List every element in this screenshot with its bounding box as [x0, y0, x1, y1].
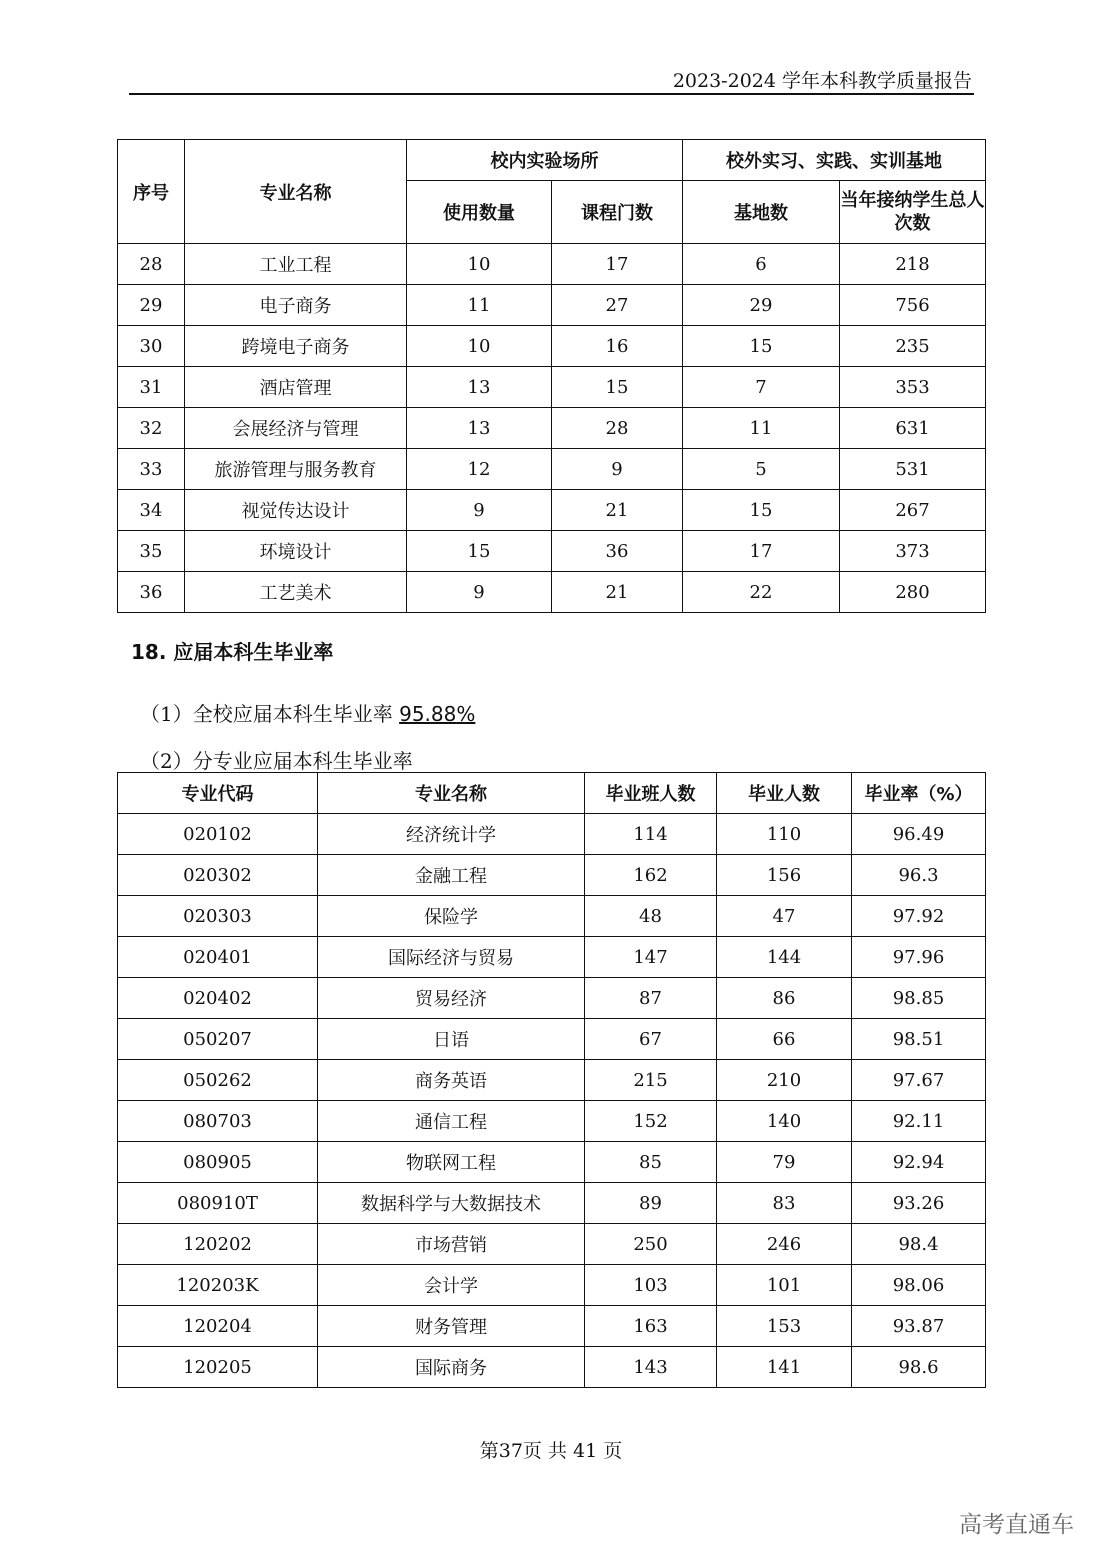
table-cell: 国际商务: [318, 1347, 585, 1388]
table-cell: 267: [840, 490, 986, 531]
section-title: 18. 应届本科生毕业率: [131, 640, 334, 664]
table-cell: 电子商务: [185, 285, 407, 326]
table-row: [118, 1306, 986, 1347]
table-cell: 98.6: [852, 1347, 986, 1388]
table-cell: 35: [118, 531, 185, 572]
table-cell: 86: [717, 978, 852, 1019]
table-cell: 93.87: [852, 1306, 986, 1347]
table-cell: 92.11: [852, 1101, 986, 1142]
header-seq: 序号: [118, 140, 185, 244]
table-cell: 21: [552, 572, 683, 613]
table-row: [118, 1265, 986, 1306]
header-oncampus: 校内实验场所: [407, 140, 683, 181]
overall-rate-suffix: %: [456, 702, 476, 726]
table-cell: 17: [683, 531, 840, 572]
table-cell: 27: [552, 285, 683, 326]
lab-practice-table: [117, 139, 986, 613]
table-cell: 22: [683, 572, 840, 613]
table-cell: 080703: [118, 1101, 318, 1142]
table-row: [118, 1224, 986, 1265]
table-cell: 33: [118, 449, 185, 490]
table-cell: 215: [585, 1060, 717, 1101]
table-cell: 34: [118, 490, 185, 531]
table-cell: 89: [585, 1183, 717, 1224]
table-cell: 97.92: [852, 896, 986, 937]
table-cell: 143: [585, 1347, 717, 1388]
table-cell: 旅游管理与服务教育: [185, 449, 407, 490]
header-name: 专业名称: [318, 773, 585, 814]
page-number: 第37页 共 41 页: [479, 1440, 623, 1462]
table-cell: 120202: [118, 1224, 318, 1265]
table-cell: 跨境电子商务: [185, 326, 407, 367]
table-row: [118, 978, 986, 1019]
table-cell: 经济统计学: [318, 814, 585, 855]
header-courses: 课程门数: [552, 181, 683, 244]
header-bases: 基地数: [683, 181, 840, 244]
table-cell: 531: [840, 449, 986, 490]
table-cell: 15: [407, 531, 552, 572]
table-cell: 10: [407, 244, 552, 285]
table-cell: 020402: [118, 978, 318, 1019]
table-cell: 050207: [118, 1019, 318, 1060]
table-cell: 日语: [318, 1019, 585, 1060]
table-cell: 30: [118, 326, 185, 367]
table-cell: 9: [407, 490, 552, 531]
table-cell: 080905: [118, 1142, 318, 1183]
table-cell: 贸易经济: [318, 978, 585, 1019]
table-cell: 16: [552, 326, 683, 367]
table-cell: 47: [717, 896, 852, 937]
overall-rate-value: 95.88: [399, 702, 457, 726]
table-row: [118, 490, 986, 531]
table-cell: 15: [552, 367, 683, 408]
table-cell: 11: [407, 285, 552, 326]
table-row: [118, 1142, 986, 1183]
table-cell: 国际经济与贸易: [318, 937, 585, 978]
table-cell: 6: [683, 244, 840, 285]
table-cell: 29: [683, 285, 840, 326]
table-cell: 141: [717, 1347, 852, 1388]
table-row: [118, 244, 986, 285]
table-row: [118, 285, 986, 326]
table-cell: 250: [585, 1224, 717, 1265]
table-cell: 120205: [118, 1347, 318, 1388]
table-cell: 235: [840, 326, 986, 367]
table-cell: 020302: [118, 855, 318, 896]
table-cell: 163: [585, 1306, 717, 1347]
table-row: [118, 408, 986, 449]
table-row: [118, 937, 986, 978]
table-cell: 87: [585, 978, 717, 1019]
table-row: [118, 1019, 986, 1060]
table-cell: 13: [407, 367, 552, 408]
table-row: [118, 1347, 986, 1388]
watermark: 高考直通车: [959, 1512, 1074, 1538]
table-cell: 商务英语: [318, 1060, 585, 1101]
table-cell: 工业工程: [185, 244, 407, 285]
table-cell: 保险学: [318, 896, 585, 937]
table-cell: 物联网工程: [318, 1142, 585, 1183]
table-cell: 156: [717, 855, 852, 896]
table-cell: 31: [118, 367, 185, 408]
table-row: [118, 326, 986, 367]
table-cell: 10: [407, 326, 552, 367]
table-cell: 144: [717, 937, 852, 978]
per-major-rate-heading: （2）分专业应届本科生毕业率: [140, 749, 413, 773]
table-row: [118, 572, 986, 613]
graduation-rate-table: [117, 772, 986, 1388]
table-cell: 金融工程: [318, 855, 585, 896]
table-cell: 97.67: [852, 1060, 986, 1101]
table-cell: 工艺美术: [185, 572, 407, 613]
overall-graduation-rate: [140, 698, 475, 727]
table-cell: 会展经济与管理: [185, 408, 407, 449]
table-cell: 通信工程: [318, 1101, 585, 1142]
table-row: [118, 814, 986, 855]
table-cell: 050262: [118, 1060, 318, 1101]
table-cell: 373: [840, 531, 986, 572]
table-cell: 数据科学与大数据技术: [318, 1183, 585, 1224]
table-row: [118, 1060, 986, 1101]
table-cell: 147: [585, 937, 717, 978]
table-cell: 32: [118, 408, 185, 449]
table-cell: 28: [552, 408, 683, 449]
table-row: [118, 1101, 986, 1142]
table-cell: 15: [683, 326, 840, 367]
table-cell: 15: [683, 490, 840, 531]
header-divider: [129, 93, 974, 95]
table-cell: 36: [552, 531, 683, 572]
table-cell: 17: [552, 244, 683, 285]
table-cell: 98.51: [852, 1019, 986, 1060]
table-cell: 020401: [118, 937, 318, 978]
table-row: [118, 449, 986, 490]
table-row: [118, 367, 986, 408]
header-class-count: 毕业班人数: [585, 773, 717, 814]
table-cell: 110: [717, 814, 852, 855]
table-row: [118, 1183, 986, 1224]
table-cell: 103: [585, 1265, 717, 1306]
table-cell: 酒店管理: [185, 367, 407, 408]
table-cell: 210: [717, 1060, 852, 1101]
table-cell: 66: [717, 1019, 852, 1060]
header-usage: 使用数量: [407, 181, 552, 244]
table-cell: 92.94: [852, 1142, 986, 1183]
table-cell: 市场营销: [318, 1224, 585, 1265]
table-cell: 12: [407, 449, 552, 490]
table-cell: 153: [717, 1306, 852, 1347]
table-row: [118, 855, 986, 896]
table-cell: 98.85: [852, 978, 986, 1019]
table-cell: 246: [717, 1224, 852, 1265]
table-cell: 97.96: [852, 937, 986, 978]
header-rate: 毕业率（%）: [852, 773, 986, 814]
table-cell: 13: [407, 408, 552, 449]
table-cell: 29: [118, 285, 185, 326]
table-cell: 162: [585, 855, 717, 896]
table-cell: 96.3: [852, 855, 986, 896]
table-cell: 环境设计: [185, 531, 407, 572]
table-cell: 98.06: [852, 1265, 986, 1306]
table-cell: 21: [552, 490, 683, 531]
table-cell: 会计学: [318, 1265, 585, 1306]
table-cell: 756: [840, 285, 986, 326]
table-cell: 020303: [118, 896, 318, 937]
table-cell: 101: [717, 1265, 852, 1306]
table-cell: 96.49: [852, 814, 986, 855]
table-cell: 218: [840, 244, 986, 285]
table-cell: 98.4: [852, 1224, 986, 1265]
table-cell: 140: [717, 1101, 852, 1142]
header-offcampus: 校外实习、实践、实训基地: [683, 140, 986, 181]
table-cell: 视觉传达设计: [185, 490, 407, 531]
table-cell: 9: [552, 449, 683, 490]
table-row: [118, 896, 986, 937]
table-row: [118, 531, 986, 572]
table-cell: 9: [407, 572, 552, 613]
table-cell: 120203K: [118, 1265, 318, 1306]
table-cell: 36: [118, 572, 185, 613]
table-cell: 020102: [118, 814, 318, 855]
table-cell: 280: [840, 572, 986, 613]
table-cell: 28: [118, 244, 185, 285]
header-major: 专业名称: [185, 140, 407, 244]
header-grad-count: 毕业人数: [717, 773, 852, 814]
header-students: 当年接纳学生总人次数: [840, 181, 986, 244]
table-cell: 353: [840, 367, 986, 408]
report-header-title: 2023-2024 学年本科教学质量报告: [672, 70, 972, 92]
table-cell: 7: [683, 367, 840, 408]
table-cell: 5: [683, 449, 840, 490]
table-cell: 48: [585, 896, 717, 937]
table-cell: 83: [717, 1183, 852, 1224]
table-cell: 114: [585, 814, 717, 855]
table-cell: 67: [585, 1019, 717, 1060]
header-code: 专业代码: [118, 773, 318, 814]
overall-rate-prefix: （1）全校应届本科生毕业率: [140, 702, 400, 726]
table-cell: 79: [717, 1142, 852, 1183]
table-cell: 631: [840, 408, 986, 449]
table-cell: 120204: [118, 1306, 318, 1347]
table-cell: 85: [585, 1142, 717, 1183]
table-cell: 152: [585, 1101, 717, 1142]
table-cell: 11: [683, 408, 840, 449]
table-cell: 财务管理: [318, 1306, 585, 1347]
table-cell: 080910T: [118, 1183, 318, 1224]
table-cell: 93.26: [852, 1183, 986, 1224]
